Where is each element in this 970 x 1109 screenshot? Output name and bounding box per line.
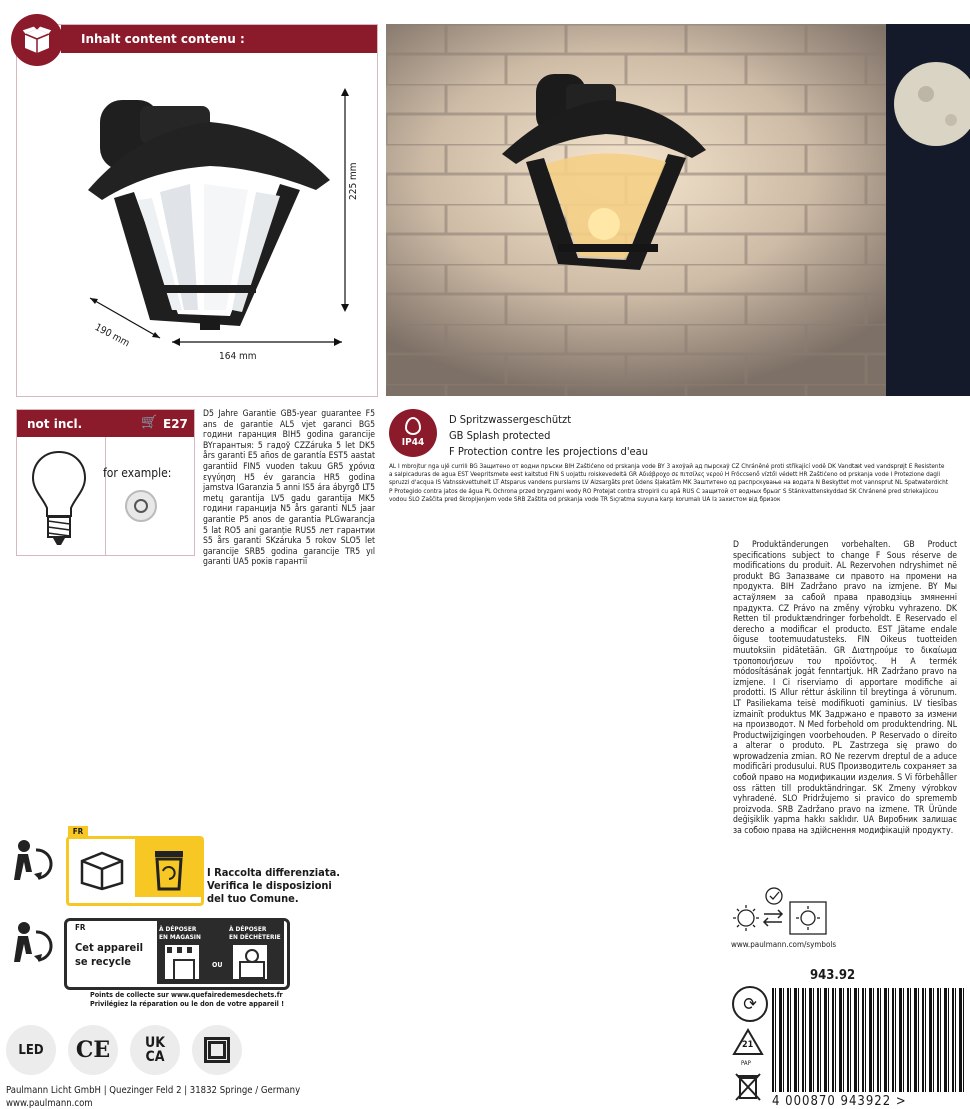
fr-opt2-line1: À DÉPOSER (229, 925, 267, 933)
ip-line-d: D Spritzwassergeschützt (449, 413, 572, 426)
paper-recycle-icon (732, 1028, 764, 1058)
fr-note1: Points de collecte sur www.quefairedemesdechets.fr (90, 990, 283, 999)
dump-icon (233, 945, 267, 979)
article-number: 943.92 (810, 968, 856, 983)
example-lamp-icon (125, 490, 157, 522)
fr-note2: Privilégiez la réparation ou le don de votre appareil ! (90, 999, 285, 1008)
footer-company: Paulmann Licht GmbH | Quezinger Feld 2 | 31832 Springe / Germany (6, 1085, 301, 1096)
bin-icon (149, 845, 189, 893)
footer-website: www.paulmann.com (6, 1098, 93, 1109)
ukca-bottom-text: CA (145, 1049, 165, 1065)
for-example-label: for example: (103, 466, 172, 480)
bulb-panel (16, 409, 195, 556)
led-badge (6, 1025, 56, 1075)
dim-depth: 190 mm (92, 322, 132, 350)
socket-label: E27 (163, 417, 188, 431)
bulb-icon (31, 450, 87, 548)
recycling-it-line3: del tuo Comune. (207, 892, 299, 905)
fr-or: OU (212, 961, 223, 969)
dim-height: 225 mm (348, 162, 359, 200)
ukca-badge (130, 1025, 180, 1075)
panel-divider (105, 437, 106, 555)
box-icon (22, 26, 52, 54)
bulb-header (17, 410, 194, 437)
fr-opt1-line1: À DÉPOSER (159, 925, 197, 933)
recycling-it-line1: I Raccolta differenziata. (207, 866, 341, 879)
waste-bin-icon (734, 1072, 762, 1102)
shop-icon (165, 945, 199, 979)
triman-icon-1 (8, 836, 58, 886)
content-header-bar (61, 25, 377, 53)
fr-badge-fr: FR (75, 923, 86, 932)
box-outline-icon (77, 847, 127, 891)
fr-opt2-line2: EN DÉCHÈTERIE (229, 933, 281, 941)
fr-opt1-line2: EN MAGASIN (159, 933, 201, 941)
cart-icon: 🛒 (141, 415, 158, 430)
fr-title1: Cet appareil (75, 941, 144, 954)
led-text: LED (18, 1042, 44, 1058)
fr-badge-it: FR (68, 826, 88, 838)
recycle-arrows-icon: ⟳ (732, 986, 768, 1022)
ip-line-f: F Protection contre les projections d'eau (449, 445, 648, 458)
changes-text: D Produktänderungen vorbehalten. GB Product specifications subject to change F Sous réserve de modifications du produit. AL Rezervohen ndryshimet në produkt BG Запазваме си правото на промени на продукта. BIH Zadržano pravo na izmjene. BY Мы астаўляем за сабой права праводзіць змяненні прадукта. CZ Právo na změny výrobku vyhrazeno. DK Retten til produktændringer forbeholdt. E Reservado el derecho a modificar el producto. EST Jätame endale õiguse tootemuudatusteks. FIN Oikeus tuotteiden muutoksiin pidätetään. GR Διατηρούμε το δικαίωμα τροποποιήσεων του προϊόντος. H A termék módosításának jogát fenntartjuk. HR Zadržano pravo na izmjene. I Ci riserviamo di apportare modifiche ai prodotti. IS Allur réttur áskilinn til breytinga á vörunum. LT Pasiliekama teisė modifikuoti gaminius. LV tiesības izmainīt produktus MK Задржано е правото за измени на производот. N Med forbehold om produktendring. NL Productwijzigingen voorbehouden. P Reservado o direito a alterar o produto. PL Zastrzega się prawo do wprowadzenia zmian. RO Ne rezervm dreptul de a aduce modificări produsului. RUS Производитель сохраняет за собой право на модификации изделия. S Vi förbehåller oss rätten till produktändringar. SK Zmeny výrobkov vyhradené. SLO Pridržujemo si pravico do sprememb proizvoda. SRB Zadržano pravo na izmene. TR Üründe değişiklik yapma hakkı saklıdır. UA Виробник залишає за собою права на здійснення модифікацій продукту. (733, 540, 957, 837)
recycle-code-sub: PAP (741, 1060, 751, 1067)
recycling-fr-graphic (64, 918, 290, 990)
guarantee-text: D5 Jahre Garantie GB5-year guarantee F5 ans de garantie AL5 vjet garanci BG5 години гаранция BIH5 godina garancije BYгарантыя: 5 гадоў CZZáruka 5 let DK5 års garanti E5 años de garantía EST5 aastat garantiid FIN5 vuoden takuu GR5 χρόνια εγγύηση H5 év garancia HR5 godina jamstva IGaranzia 5 anni IS5 ára ábyrgð LT5 metų garantija LV5 gadu garantija MK5 години гаранција N5 års garanti NL5 jaar garantie P5 anos de garantia PLGwarancja 5 lat RO5 ani garanție RUS5 лет гарантии S5 års garanti SKzáruka 5 rokov SLO5 let garancije SRB5 godina garancije TR5 yıl garanti UA5 років гарантії (203, 409, 375, 568)
dim-width: 164 mm (219, 351, 257, 362)
ce-text: CE (75, 1037, 111, 1063)
barcode-digits: 4 000870 943922 > (772, 1094, 907, 1109)
ce-badge (68, 1025, 118, 1075)
box-icon-badge (11, 14, 63, 66)
recycling-it-graphic (66, 836, 204, 906)
water-drop-icon (405, 417, 421, 435)
barcode (772, 988, 964, 1092)
symbols-url: www.paulmann.com/symbols (731, 940, 837, 949)
dimmer-symbols (730, 886, 830, 936)
ip-line-gb: GB Splash protected (449, 429, 551, 442)
dimension-lines (80, 80, 370, 370)
ip44-badge (389, 409, 437, 457)
lamp-photo (496, 74, 716, 294)
ip-badge-text: IP44 (401, 437, 425, 448)
ip-multilang: AL I mbrojtur nga ujë currili BG Защитено от водни пръски BIH Zaštićeno od prskanja vode BY 3 ахоўай ад пырскаў CZ Chráněné proti stříkající vodě DK Vandtæt ved vandsprøjt E Resistente a salpicaduras de agua EST Veepritsmete eest kaitstud FIN S uojattu roiskevedeltä GR Αδιάβροχο σε πιτσίλες νερού H Fröccsenő víztől védett HR Zaštićeno od prskanja vode I Protezione dagli spruzzi d'acqua IS Vatnsskvettuhelt LT Atsparus vandens purslams LV Aizsargāts pret ūdens šļakatām MK Заштитено од распрскување на водата N Beskyttet mot vannsprut NL Spatwaterdicht P Protegido contra jatos de água PL Ochrona przed bryzgami wody RO Protejat contra stropirii cu apă RUS С защитой от водных брызг S Stänkvattenskyddad SK Chránené pred striekajúcou vodou SLO Zaščita pred škropljenjem vode SRB Zaštita od prskanja vode TR Sıçratma suyuna karşı korumalı UA Із захистом від бризок (389, 462, 948, 503)
ukca-top-text: UK (145, 1035, 165, 1051)
recycle-code: 21 (742, 1040, 754, 1050)
triman-icon-2 (8, 918, 58, 968)
content-header: Inhalt content contenu : (81, 32, 245, 46)
fr-title2: se recycle (75, 955, 131, 968)
product-photo (386, 24, 970, 396)
recycling-it-line2: Verifica le disposizioni (207, 879, 332, 892)
double-insulation-icon (204, 1037, 230, 1063)
not-incl-label: not incl. (27, 417, 83, 431)
class2-badge (192, 1025, 242, 1075)
